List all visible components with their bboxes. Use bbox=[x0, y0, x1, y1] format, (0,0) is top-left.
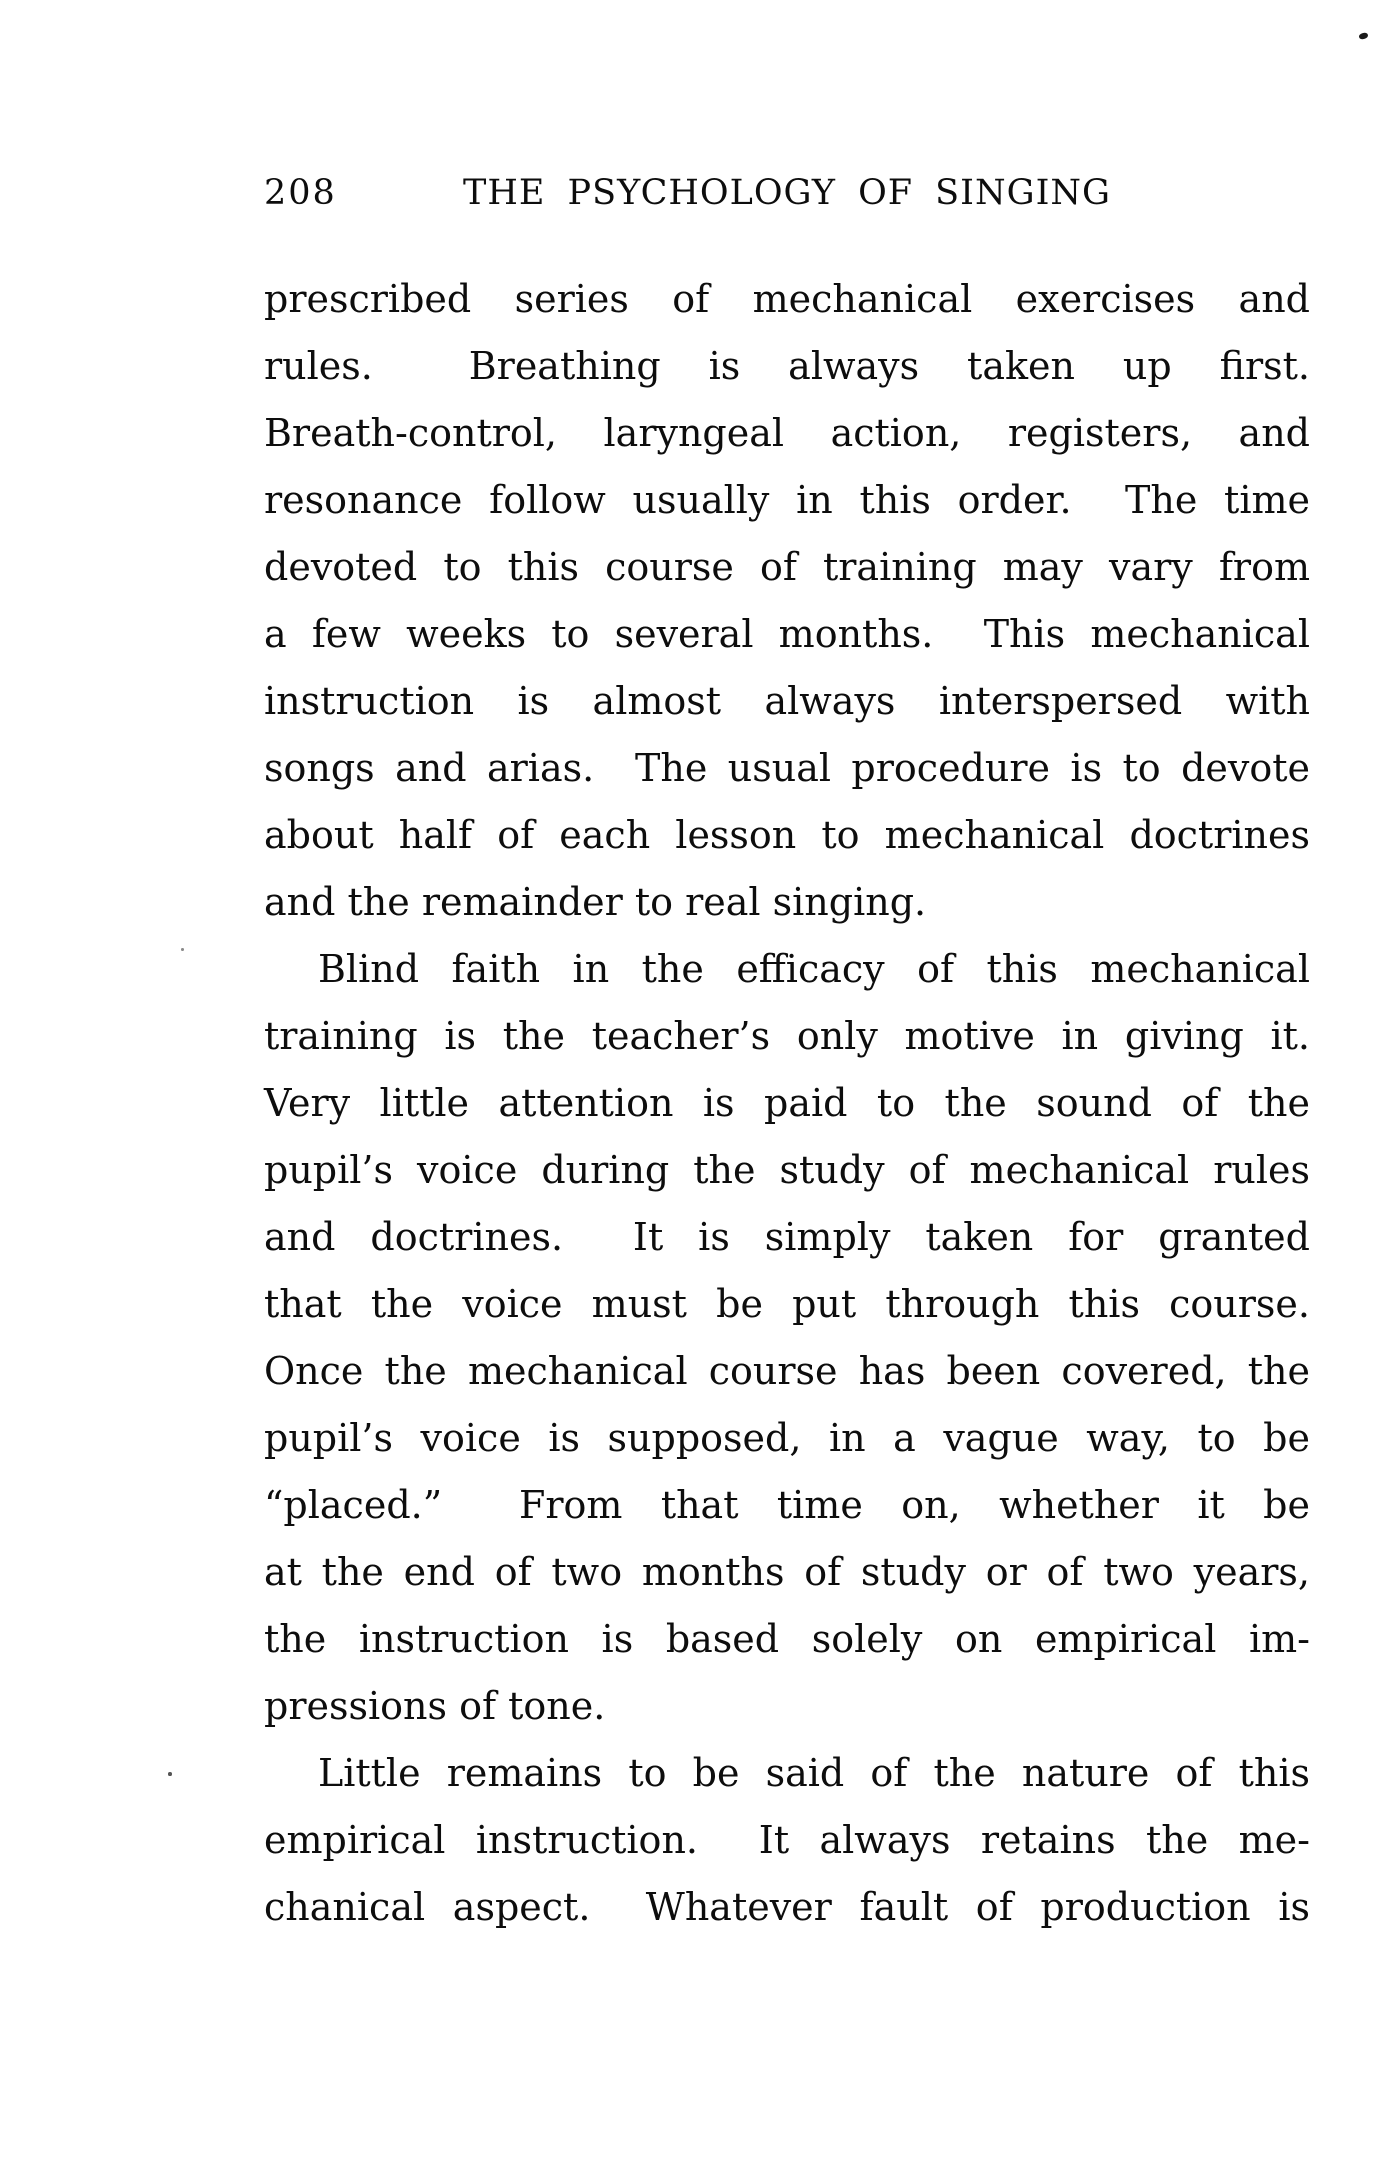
text-line: pressions of tone. bbox=[264, 1684, 606, 1728]
paragraph bbox=[264, 266, 1310, 936]
text-line: Breath-control, laryngeal action, registers, and bbox=[264, 411, 1310, 455]
text-line: resonance follow usually in this order. The time bbox=[264, 478, 1310, 522]
text-line: Blind faith in the efficacy of this mechanical bbox=[318, 947, 1310, 991]
ink-speck bbox=[168, 1772, 172, 1776]
page-number: 208 bbox=[264, 173, 337, 213]
text-line: instruction is almost always interspersed with bbox=[264, 679, 1310, 723]
text-line: pupil’s voice is supposed, in a vague way, to be bbox=[264, 1416, 1310, 1460]
paragraph bbox=[264, 936, 1310, 1740]
text-line: the instruction is based solely on empirical im- bbox=[264, 1617, 1310, 1661]
text-line: at the end of two months of study or of two years, bbox=[264, 1550, 1310, 1594]
text-line: and doctrines. It is simply taken for granted bbox=[264, 1215, 1310, 1259]
text-line: that the voice must be put through this course. bbox=[264, 1282, 1310, 1326]
text-line: devoted to this course of training may vary from bbox=[264, 545, 1310, 589]
text-line: Once the mechanical course has been covered, the bbox=[264, 1349, 1310, 1393]
body-text bbox=[264, 266, 1310, 1941]
running-title: THE PSYCHOLOGY OF SINGING bbox=[463, 173, 1111, 213]
text-line: “placed.” From that time on, whether it be bbox=[264, 1483, 1310, 1527]
paragraph bbox=[264, 1740, 1310, 1941]
text-line: a few weeks to several months. This mechanical bbox=[264, 612, 1310, 656]
text-line: prescribed series of mechanical exercises and bbox=[264, 277, 1310, 321]
text-line: and the remainder to real singing. bbox=[264, 880, 927, 924]
text-line: Very little attention is paid to the sound of the bbox=[264, 1081, 1310, 1125]
page-header bbox=[264, 172, 1310, 214]
text-line: training is the teacher’s only motive in giving it. bbox=[264, 1014, 1310, 1058]
text-line: chanical aspect. Whatever fault of production is bbox=[264, 1885, 1310, 1929]
text-line: Little remains to be said of the nature of this bbox=[318, 1751, 1310, 1795]
ink-speck bbox=[181, 948, 184, 951]
text-line: rules. Breathing is always taken up first. bbox=[264, 344, 1310, 388]
text-line: pupil’s voice during the study of mechanical rules bbox=[264, 1148, 1310, 1192]
text-line: songs and arias. The usual procedure is to devote bbox=[264, 746, 1310, 790]
text-line: empirical instruction. It always retains the me- bbox=[264, 1818, 1310, 1862]
ink-speck bbox=[1358, 32, 1368, 40]
text-line: about half of each lesson to mechanical doctrines bbox=[264, 813, 1310, 857]
